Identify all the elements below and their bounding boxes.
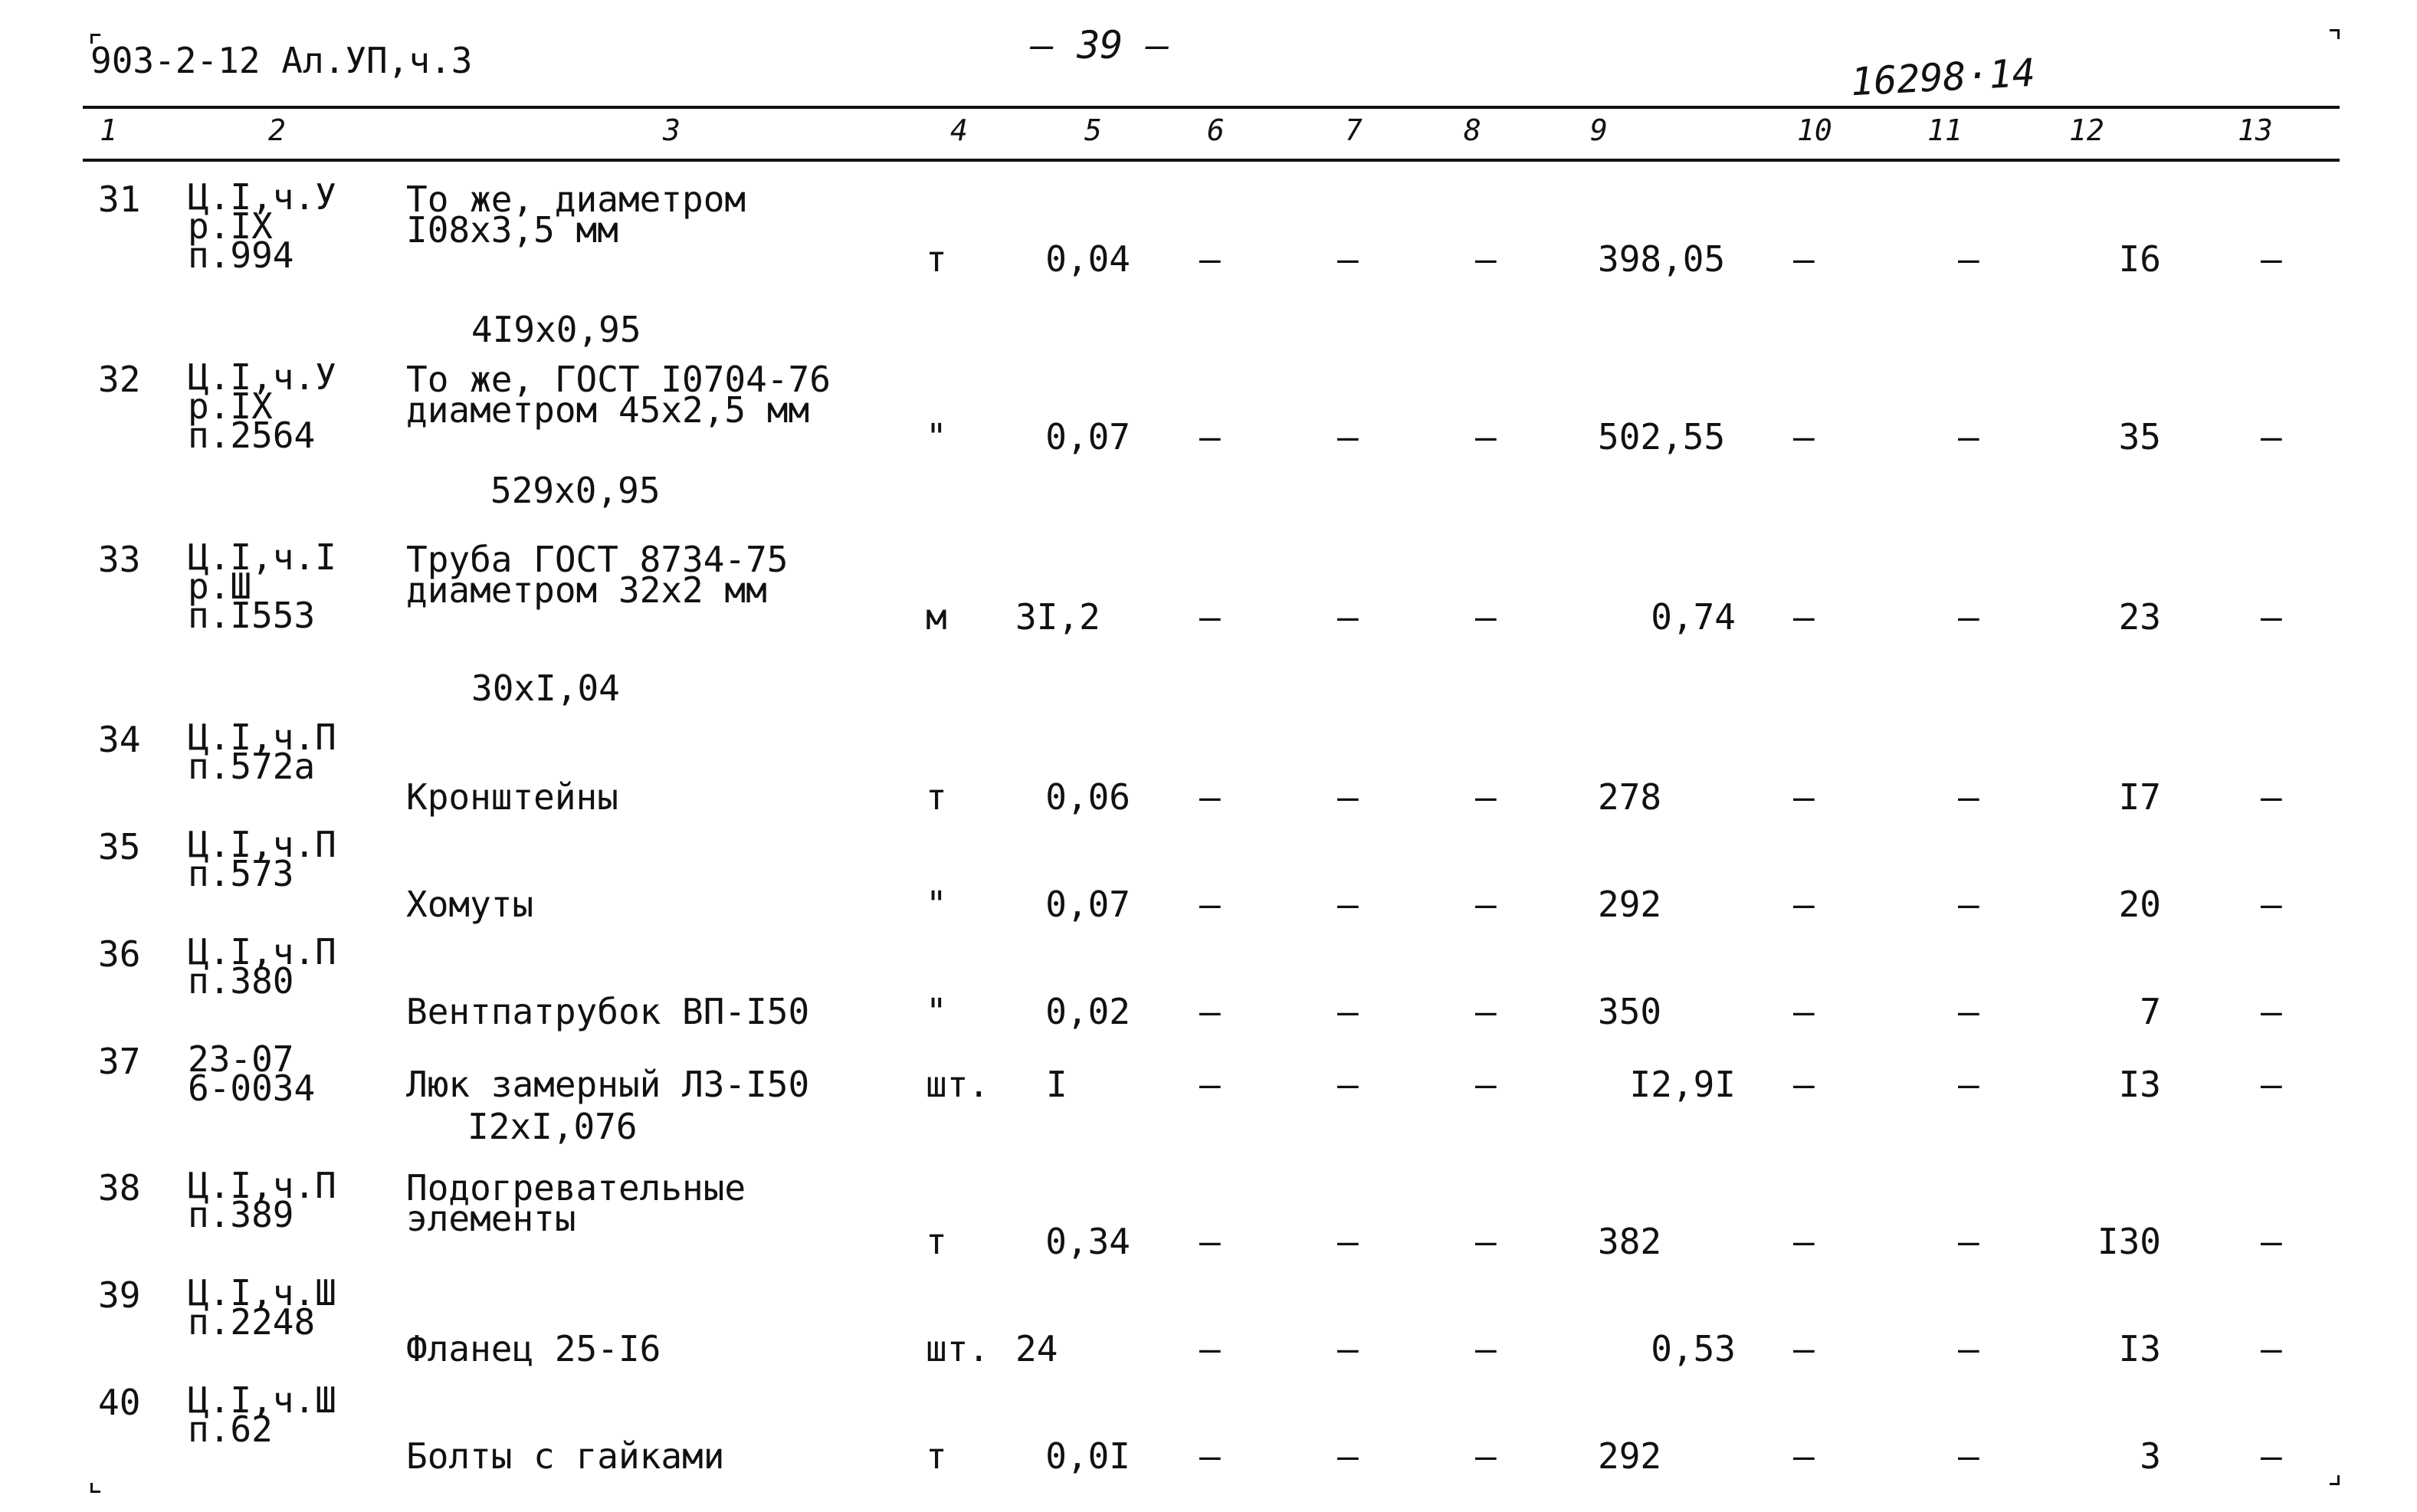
reference-line: р.IX <box>188 205 273 247</box>
corner-mark-bottom-left <box>90 1483 100 1493</box>
row-number: 40 <box>98 1382 141 1423</box>
description-line: Кронштейны <box>406 776 618 818</box>
dash-cell: – <box>1199 1064 1221 1105</box>
quantity-cell: 24 <box>1015 1328 1058 1369</box>
dash-cell: – <box>1475 1064 1497 1105</box>
dash-cell: – <box>1793 1328 1815 1369</box>
column-number-13: 13 <box>2238 113 2273 147</box>
quantity-cell: 0,02 <box>1045 991 1130 1032</box>
reference-line: Ц.I,ч.Ш <box>188 1379 336 1421</box>
row-number: 31 <box>98 179 141 220</box>
unit-cell: т <box>926 1435 947 1477</box>
dash-cell: – <box>1199 596 1221 638</box>
total-cell: I7 <box>2118 776 2161 818</box>
dash-cell: – <box>1475 1221 1497 1262</box>
dash-cell: – <box>1475 1328 1497 1369</box>
quantity-cell: 3I,2 <box>1015 596 1100 638</box>
unit-cell: т <box>926 238 947 280</box>
description-line: Труба ГОСТ 8734-75 <box>406 539 789 580</box>
dash-cell: – <box>1475 1435 1497 1477</box>
unit-cell: шт. <box>926 1328 990 1369</box>
dash-cell: – <box>1793 1064 1815 1105</box>
document-code: 903-2-12 Ал.УП,ч.3 <box>90 40 473 81</box>
price-cell: 382 <box>1598 1221 1662 1262</box>
unit-cell: " <box>926 884 947 925</box>
reference-line: р.Ш <box>188 566 252 607</box>
price-cell: 502,55 <box>1598 416 1726 458</box>
dash-cell: – <box>1958 1435 1979 1477</box>
dash-cell: – <box>1958 1221 1979 1262</box>
reference-line: Ц.I,ч.П <box>188 824 336 865</box>
reference-line: п.389 <box>188 1194 294 1235</box>
price-cell: 278 <box>1598 776 1662 818</box>
row-number: 36 <box>98 933 141 975</box>
column-number-5: 5 <box>1084 113 1102 147</box>
column-number-6: 6 <box>1207 113 1225 147</box>
handwritten-number: 16298·14 <box>1849 50 2037 105</box>
conversion-note: 529x0,95 <box>490 470 661 511</box>
dash-cell: – <box>1793 884 1815 925</box>
description-line: Люк замерный ЛЗ-I50 <box>406 1064 810 1105</box>
dash-cell: – <box>1958 1328 1979 1369</box>
dash-cell: – <box>1475 416 1497 458</box>
reference-line: Ц.I,ч.У <box>188 176 336 218</box>
dash-cell: – <box>1793 776 1815 818</box>
column-number-11: 11 <box>1927 113 1963 147</box>
unit-cell: т <box>926 776 947 818</box>
column-number-9: 9 <box>1590 113 1608 147</box>
description-line: I08x3,5 мм <box>406 209 618 251</box>
conversion-note: 4I9x0,95 <box>471 309 641 350</box>
column-number-10: 10 <box>1797 113 1832 147</box>
quantity-cell: 0,34 <box>1045 1221 1130 1262</box>
dash-cell: – <box>1199 1328 1221 1369</box>
unit-cell: шт. <box>926 1064 990 1105</box>
total-cell: I3 <box>2118 1328 2161 1369</box>
description-line: Вентпатрубок ВП-I50 <box>406 991 810 1032</box>
row-number: 39 <box>98 1274 141 1316</box>
reference-line: Ц.I,ч.П <box>188 717 336 758</box>
dash-cell: – <box>2261 776 2282 818</box>
quantity-cell: 0,07 <box>1045 416 1130 458</box>
quantity-cell: 0,06 <box>1045 776 1130 818</box>
dash-cell: – <box>1475 991 1497 1032</box>
unit-cell: " <box>926 991 947 1032</box>
dash-cell: – <box>2261 416 2282 458</box>
dash-cell: – <box>1199 1435 1221 1477</box>
dash-cell: – <box>1475 776 1497 818</box>
dash-cell: – <box>1337 596 1359 638</box>
reference-line: Ц.I,ч.У <box>188 356 336 398</box>
quantity-cell: 0,07 <box>1045 884 1130 925</box>
dash-cell: – <box>1793 991 1815 1032</box>
header-rule-top <box>83 106 2340 109</box>
dash-cell: – <box>1199 1221 1221 1262</box>
total-cell: 23 <box>2118 596 2161 638</box>
total-cell: I6 <box>2118 238 2161 280</box>
price-cell: 0,53 <box>1651 1328 1736 1369</box>
conversion-note: I2xI,076 <box>467 1106 638 1147</box>
price-cell: 292 <box>1598 1435 1662 1477</box>
dash-cell: – <box>2261 1435 2282 1477</box>
reference-line: п.2564 <box>188 415 316 456</box>
row-number: 32 <box>98 359 141 400</box>
column-number-7: 7 <box>1345 113 1363 147</box>
dash-cell: – <box>1337 238 1359 280</box>
dash-cell: – <box>1337 991 1359 1032</box>
dash-cell: – <box>1793 596 1815 638</box>
column-number-12: 12 <box>2069 113 2104 147</box>
dash-cell: – <box>2261 1328 2282 1369</box>
quantity-cell: 0,04 <box>1045 238 1130 280</box>
header-rule-bottom <box>83 159 2340 162</box>
dash-cell: – <box>1793 416 1815 458</box>
total-cell: I3 <box>2118 1064 2161 1105</box>
description-line: Болты с гайками <box>406 1435 725 1477</box>
dash-cell: – <box>2261 884 2282 925</box>
reference-line: Ц.I,ч.П <box>188 1165 336 1206</box>
column-number-2: 2 <box>268 113 286 147</box>
dash-cell: – <box>1958 238 1979 280</box>
price-cell: I2,9I <box>1629 1064 1736 1105</box>
dash-cell: – <box>1475 884 1497 925</box>
price-cell: 292 <box>1598 884 1662 925</box>
row-number: 33 <box>98 539 141 580</box>
dash-cell: – <box>1337 884 1359 925</box>
dash-cell: – <box>1337 1221 1359 1262</box>
unit-cell: т <box>926 1221 947 1262</box>
dash-cell: – <box>2261 238 2282 280</box>
description-line: Подогревательные <box>406 1167 746 1209</box>
reference-line: р.IX <box>188 385 273 427</box>
row-number: 35 <box>98 826 141 868</box>
reference-line: п.994 <box>188 235 294 276</box>
price-cell: 350 <box>1598 991 1662 1032</box>
reference-line: 23-07 <box>188 1038 294 1080</box>
dash-cell: – <box>1337 1064 1359 1105</box>
dash-cell: – <box>1793 1435 1815 1477</box>
dash-cell: – <box>1199 776 1221 818</box>
reference-line: п.380 <box>188 960 294 1002</box>
total-cell: 3 <box>2140 1435 2161 1477</box>
dash-cell: – <box>2261 1064 2282 1105</box>
dash-cell: – <box>1475 596 1497 638</box>
dash-cell: – <box>1199 416 1221 458</box>
reference-line: п.62 <box>188 1409 273 1450</box>
price-cell: 0,74 <box>1651 596 1736 638</box>
dash-cell: – <box>1793 1221 1815 1262</box>
unit-cell: м <box>926 596 947 638</box>
dash-cell: – <box>1337 1328 1359 1369</box>
dash-cell: – <box>2261 991 2282 1032</box>
row-number: 37 <box>98 1041 141 1082</box>
page-number: — 39 — <box>1031 23 1169 67</box>
dash-cell: – <box>1199 884 1221 925</box>
dash-cell: – <box>1958 884 1979 925</box>
dash-cell: – <box>1958 596 1979 638</box>
column-number-4: 4 <box>950 113 968 147</box>
dash-cell: – <box>1199 238 1221 280</box>
dash-cell: – <box>2261 596 2282 638</box>
quantity-cell: I <box>1046 1064 1067 1105</box>
dash-cell: – <box>1337 1435 1359 1477</box>
description-line: Хомуты <box>406 884 534 925</box>
total-cell: 35 <box>2118 416 2161 458</box>
reference-line: п.2248 <box>188 1301 316 1343</box>
quantity-cell: 0,0I <box>1045 1435 1130 1477</box>
total-cell: 7 <box>2140 991 2161 1032</box>
description-line: элементы <box>406 1198 576 1239</box>
dash-cell: – <box>2261 1221 2282 1262</box>
total-cell: I30 <box>2097 1221 2161 1262</box>
conversion-note: 30xI,04 <box>471 667 620 709</box>
reference-line: Ц.I,ч.Ш <box>188 1272 336 1314</box>
reference-line: 6-0034 <box>188 1068 316 1109</box>
row-number: 34 <box>98 719 141 760</box>
dash-cell: – <box>1337 776 1359 818</box>
row-number: 38 <box>98 1167 141 1209</box>
dash-cell: – <box>1199 991 1221 1032</box>
price-cell: 398,05 <box>1598 238 1726 280</box>
corner-mark-bottom-right <box>2330 1475 2340 1485</box>
column-number-3: 3 <box>663 113 680 147</box>
description-line: диаметром 45x2,5 мм <box>406 389 810 431</box>
dash-cell: – <box>1793 238 1815 280</box>
reference-line: Ц.I,ч.П <box>188 931 336 972</box>
reference-line: п.I553 <box>188 595 316 636</box>
dash-cell: – <box>1958 776 1979 818</box>
corner-mark-top-right <box>2330 29 2340 39</box>
dash-cell: – <box>1958 416 1979 458</box>
column-number-1: 1 <box>100 113 117 147</box>
description-line: диаметром 32x2 мм <box>406 569 767 611</box>
reference-line: п.572а <box>188 746 316 787</box>
total-cell: 20 <box>2118 884 2161 925</box>
dash-cell: – <box>1475 238 1497 280</box>
description-line: Фланец 25-I6 <box>406 1328 661 1369</box>
dash-cell: – <box>1958 991 1979 1032</box>
unit-cell: " <box>926 416 947 458</box>
description-line: То же, ГОСТ I0704-76 <box>406 359 831 400</box>
column-number-8: 8 <box>1464 113 1481 147</box>
reference-line: Ц.I,ч.I <box>188 536 336 578</box>
dash-cell: – <box>1337 416 1359 458</box>
corner-mark-top-left <box>90 34 100 44</box>
dash-cell: – <box>1958 1064 1979 1105</box>
description-line: То же, диаметром <box>406 179 746 220</box>
reference-line: п.573 <box>188 853 294 894</box>
